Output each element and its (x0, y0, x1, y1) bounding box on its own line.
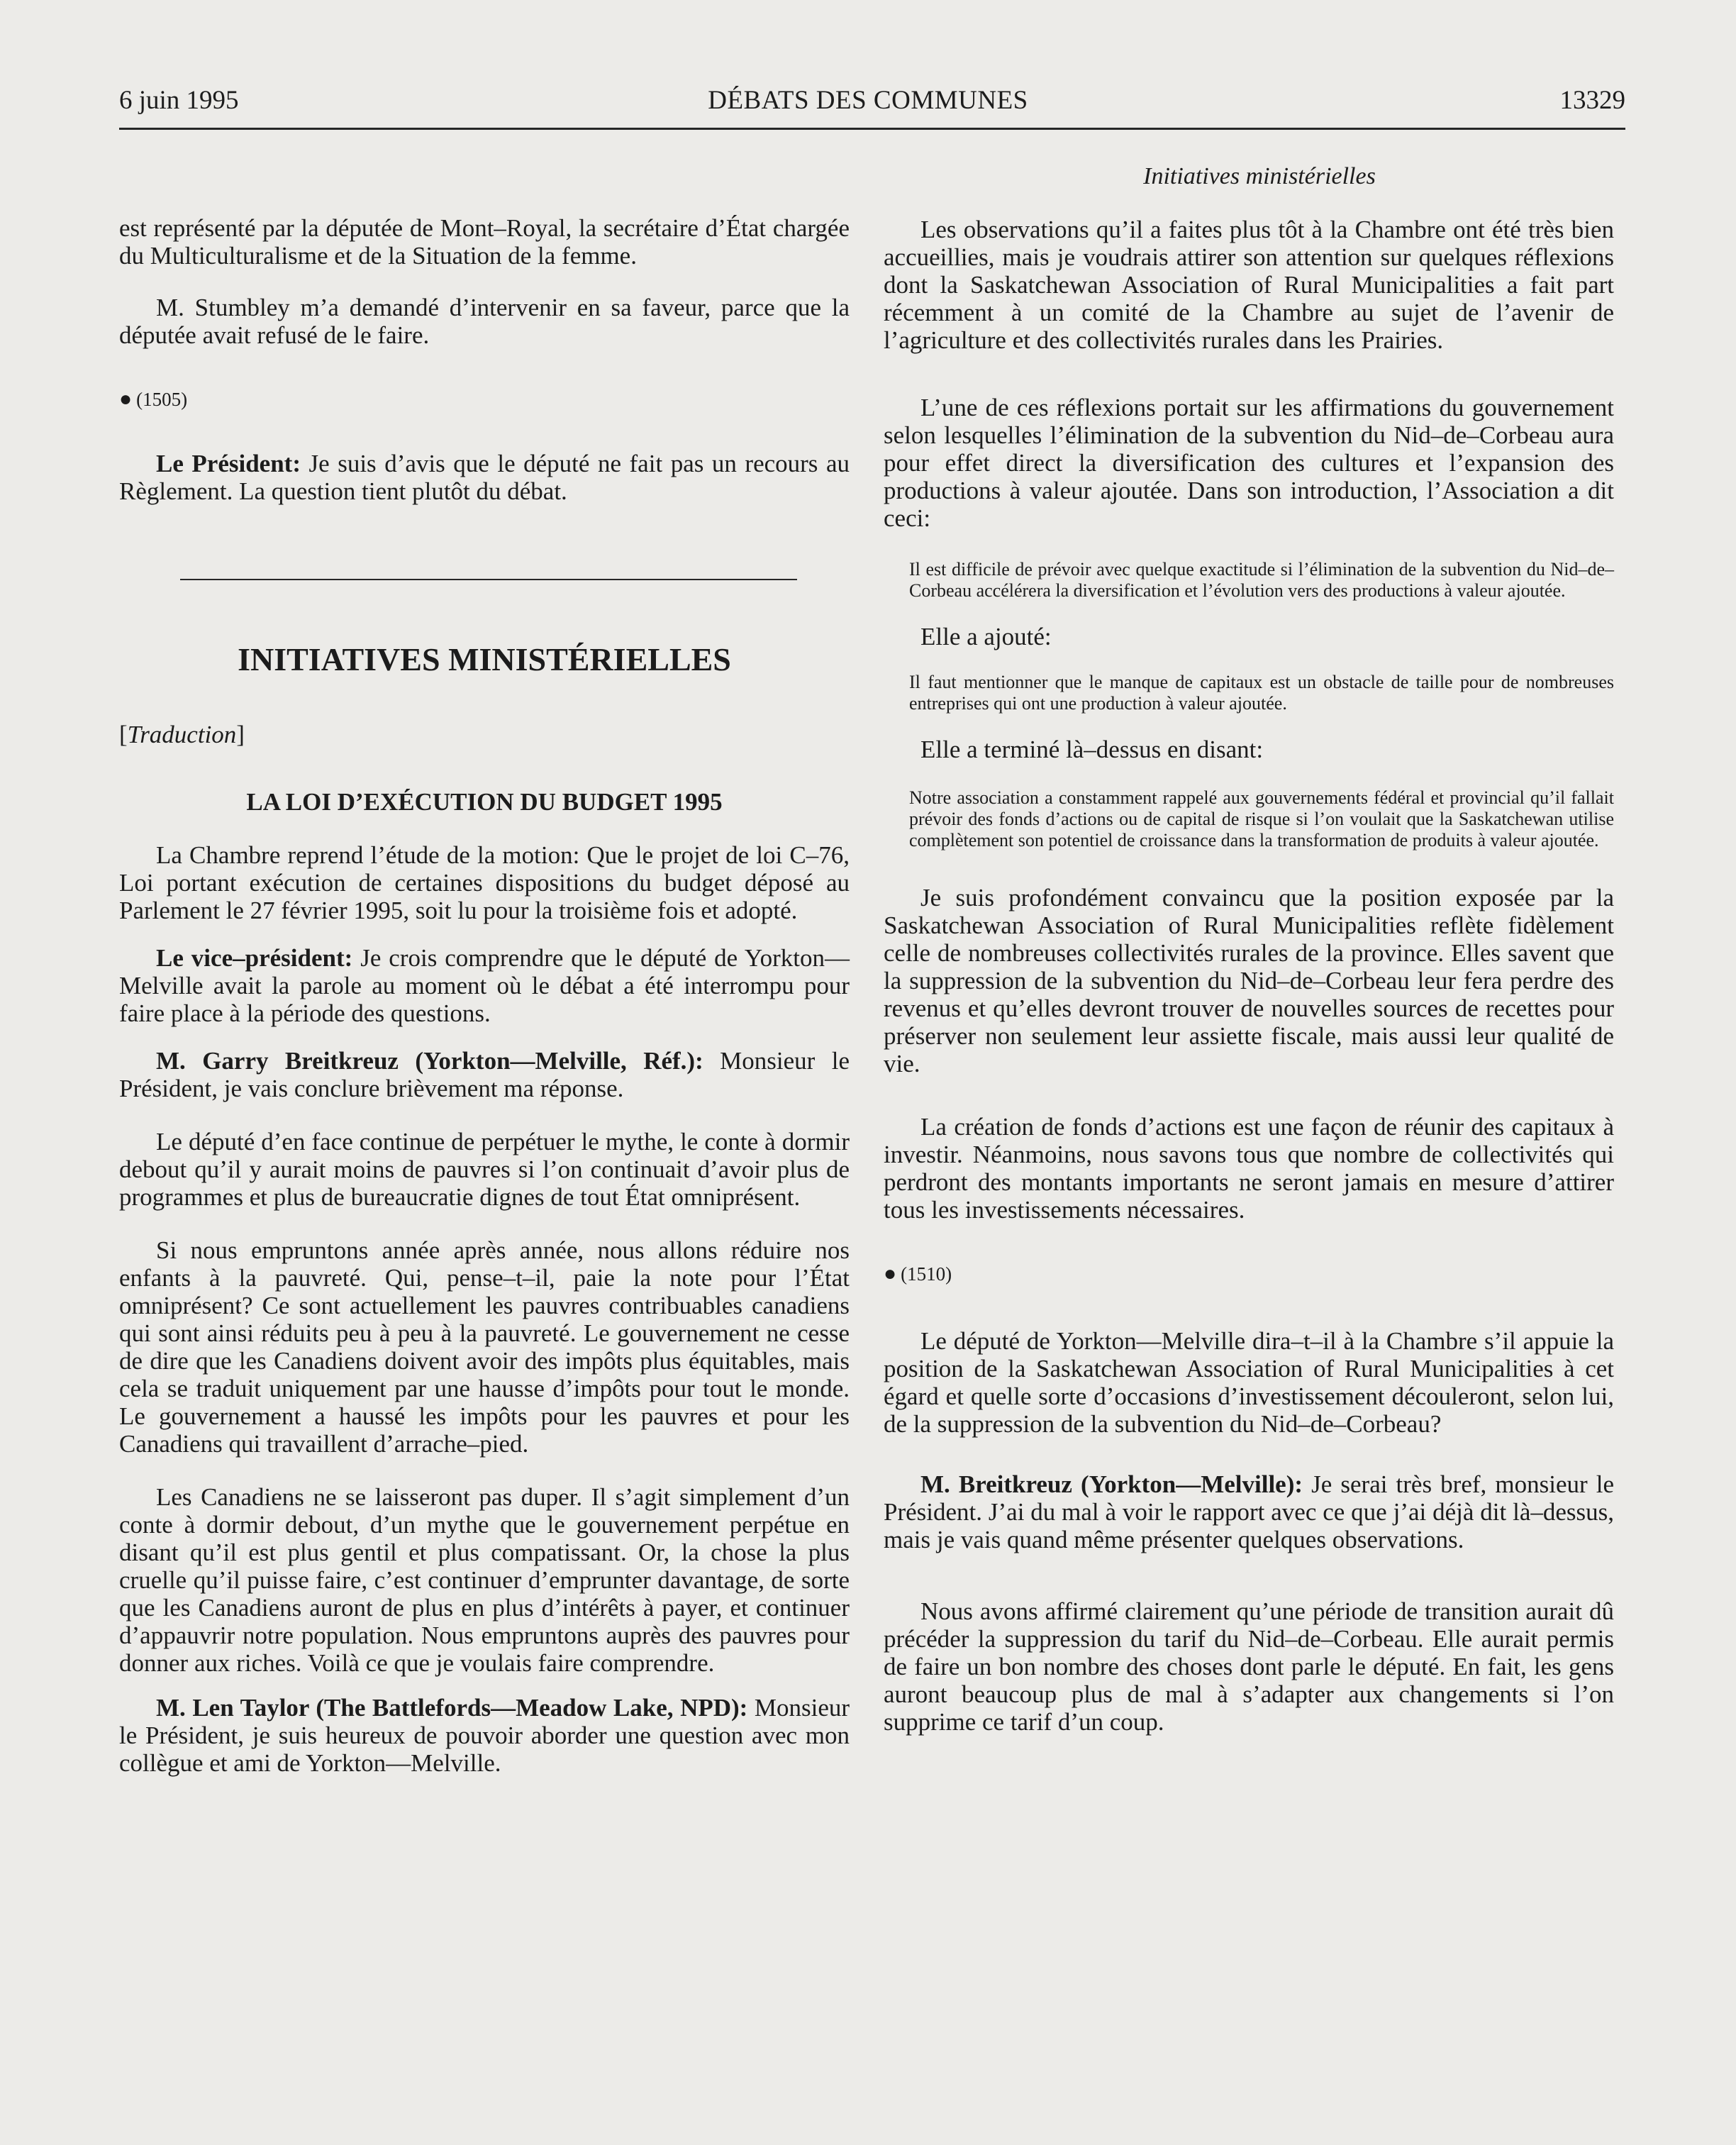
header-title: DÉBATS DES COMMUNES (708, 86, 1028, 115)
paragraph (119, 1694, 850, 1777)
speech-text: Monsieur le Président, je vais conclure brièvement ma réponse. (119, 1047, 850, 1102)
time-stamp-text: (1510) (901, 1263, 952, 1285)
bullet-icon: ● (884, 1262, 897, 1285)
block-quote: Notre association a constamment rappelé aux gouvernements fédéral et provincial qu’il fallait prévoir des fonds d’actions ou de capital de risque si l’on voulait que la Saskatchewan utilise complètement son potentiel de croissance dans la transformation de produits à valeur ajoutée. (909, 787, 1614, 850)
time-stamp (119, 389, 850, 410)
paragraph: Le député de Yorkton—Melville dira–t–il à la Chambre s’il appuie la position de la Saskatchewan Association of Rural Municipalities à cet égard et quelle sorte d’occasions d’investissement découleront, selon lui, de la suppression de la subvention du Nid–de–Corbeau? (884, 1327, 1614, 1438)
speaker-name: Le Président: (156, 450, 301, 477)
paragraph: Nous avons affirmé clairement qu’une période de transition aurait dû précéder la suppression du tarif du Nid–de–Corbeau. Elle aurait permis de faire un bon nombre des choses dont parle le député. En fait, les gens auront beaucoup plus de mal à s’adapter aux changements si l’on supprime ce tarif d’un coup. (884, 1597, 1614, 1736)
page-number: 13329 (1559, 86, 1625, 115)
speaker-name: Le vice–président: (156, 944, 353, 972)
paragraph: Elle a terminé là–dessus en disant: (920, 736, 1264, 763)
speaker-name: M. Len Taylor (The Battlefords—Meadow Lake, NPD): (156, 1694, 748, 1722)
bullet-icon: ● (119, 387, 133, 411)
left-column (119, 211, 850, 1777)
bill-title: LA LOI D’EXÉCUTION DU BUDGET 1995 (246, 788, 723, 816)
paragraph: L’une de ces réflexions portait sur les affirmations du gouvernement selon lesquelles l’élimination de la subvention du Nid–de–Corbeau aura pour effet direct la diversification des cultures et l’expansion des productions à valeur ajoutée. Dans son introduction, l’Association a dit ceci: (884, 394, 1614, 532)
block-quote: Il faut mentionner que le manque de capitaux est un obstacle de taille pour de nombreuses entreprises qui ont une production à valeur ajoutée. (909, 672, 1614, 714)
speaker-name: M. Garry Breitkreuz (Yorkton—Melville, Réf.): (156, 1047, 703, 1075)
paragraph: La création de fonds d’actions est une façon de réunir des capitaux à investir. Néanmoins, nous savons tous que nombre de collectivités qui perdront des montants importants ne seront jamais en mesure d’attirer tous les investissements nécessaires. (884, 1113, 1614, 1224)
running-head: Initiatives ministérielles (1143, 163, 1376, 189)
paragraph: Le député d’en face continue de perpétuer le mythe, le conte à dormir debout qu’il y aurait moins de pauvres si l’on continuait d’avoir plus de programmes et plus de bureaucratie dignes de tout État omniprésent. (119, 1128, 850, 1211)
paragraph (119, 450, 850, 505)
paragraph: est représenté par la députée de Mont–Royal, la secrétaire d’État chargée du Multiculturalisme et de la Situation de la femme. (119, 214, 850, 270)
block-quote: Il est difficile de prévoir avec quelque exactitude si l’élimination de la subvention du Nid–de–Corbeau accélérera la diversification et l’évolution vers des productions à valeur ajoutée. (909, 559, 1614, 601)
speech-text: Je crois comprendre que le député de Yorkton—Melville avait la parole au moment où le débat a été interrompu pour faire place à la période des questions. (119, 944, 850, 1027)
paragraph: Les observations qu’il a faites plus tôt à la Chambre ont été très bien accueillies, mais je voudrais attirer son attention sur quelques réflexions dont la Saskatchewan Association of Rural Municipalities a fait part récemment à un comité de la Chambre au sujet de l’avenir de l’agriculture et des collectivités rurales dans les Prairies. (884, 216, 1614, 354)
speech-text: Je suis d’avis que le député ne fait pas un recours au Règlement. La question tient plutôt du débat. (119, 450, 850, 505)
paragraph (884, 1470, 1614, 1553)
paragraph: M. Stumbley m’a demandé d’intervenir en sa faveur, parce que la députée avait refusé de le faire. (119, 294, 850, 349)
section-title: INITIATIVES MINISTÉRIELLES (238, 641, 731, 677)
paragraph: Les Canadiens ne se laisseront pas duper. Il s’agit simplement d’un conte à dormir debout, d’un mythe que le gouvernement perpétue en disant qu’il est plus gentil et plus compatissant. Or, la chose la plus cruelle qu’il puisse faire, c’est continuer d’emprunter davantage, de sorte que les Canadiens auront de plus en plus d’intérêts à payer, et continuer d’appauvrir notre population. Nous empruntons auprès des pauvres pour donner aux riches. Voilà ce que je voulais faire comprendre. (119, 1483, 850, 1677)
paragraph: Je suis profondément convaincu que la position exposée par la Saskatchewan Association of Rural Municipalities reflète fidèlement celle de nombreuses collectivités rurales de la province. Elles savent que la suppression de la subvention du Nid–de–Corbeau leur fera perdre des revenus et qu’elles devront trouver de nouvelles sources de recettes pour préserver non seulement leur assiette fiscale, mais aussi leur qualité de vie. (884, 884, 1614, 1077)
translation-note: [Traduction] (119, 721, 245, 748)
time-stamp (884, 1263, 1614, 1285)
translation-note-text: Traduction (127, 721, 237, 748)
paragraph (119, 1047, 850, 1102)
header-rule (119, 128, 1625, 130)
paragraph: La Chambre reprend l’étude de la motion: Que le projet de loi C–76, Loi portant exécution de certaines dispositions du budget déposé au Parlement le 27 février 1995, soit lu pour la troisième fois et adopté. (119, 841, 850, 924)
paragraph (119, 944, 850, 1027)
paragraph: Elle a ajouté: (920, 623, 1052, 650)
speaker-name: M. Breitkreuz (Yorkton—Melville): (920, 1470, 1303, 1498)
paragraph: Si nous empruntons année après année, nous allons réduire nos enfants à la pauvreté. Qui, pense–t–il, paie la note pour l’État omniprésent? Ce sont actuellement les pauvres contribuables canadiens qui sont ainsi réduits peu à peu à la pauvreté. Le gouvernement ne cesse de dire que les Canadiens doivent avoir des impôts plus équitables, mais cela se traduit uniquement par une hausse d’impôts pour tout le monde. Le gouvernement a haussé les impôts pour les pauvres et pour les Canadiens qui travaillent d’arrache–pied. (119, 1236, 850, 1458)
speech-text: Je serai très bref, monsieur le Président. J’ai du mal à voir le rapport avec ce que j’ai déjà dit là–dessus, mais je vais quand même présenter quelques observations. (884, 1470, 1614, 1553)
right-column (884, 211, 1614, 1736)
time-stamp-text: (1505) (136, 389, 188, 410)
header-date: 6 juin 1995 (119, 86, 239, 115)
speech-text: Monsieur le Président, je suis heureux de pouvoir aborder une question avec mon collègue et ami de Yorkton—Melville. (119, 1694, 850, 1777)
section-separator (180, 579, 797, 580)
